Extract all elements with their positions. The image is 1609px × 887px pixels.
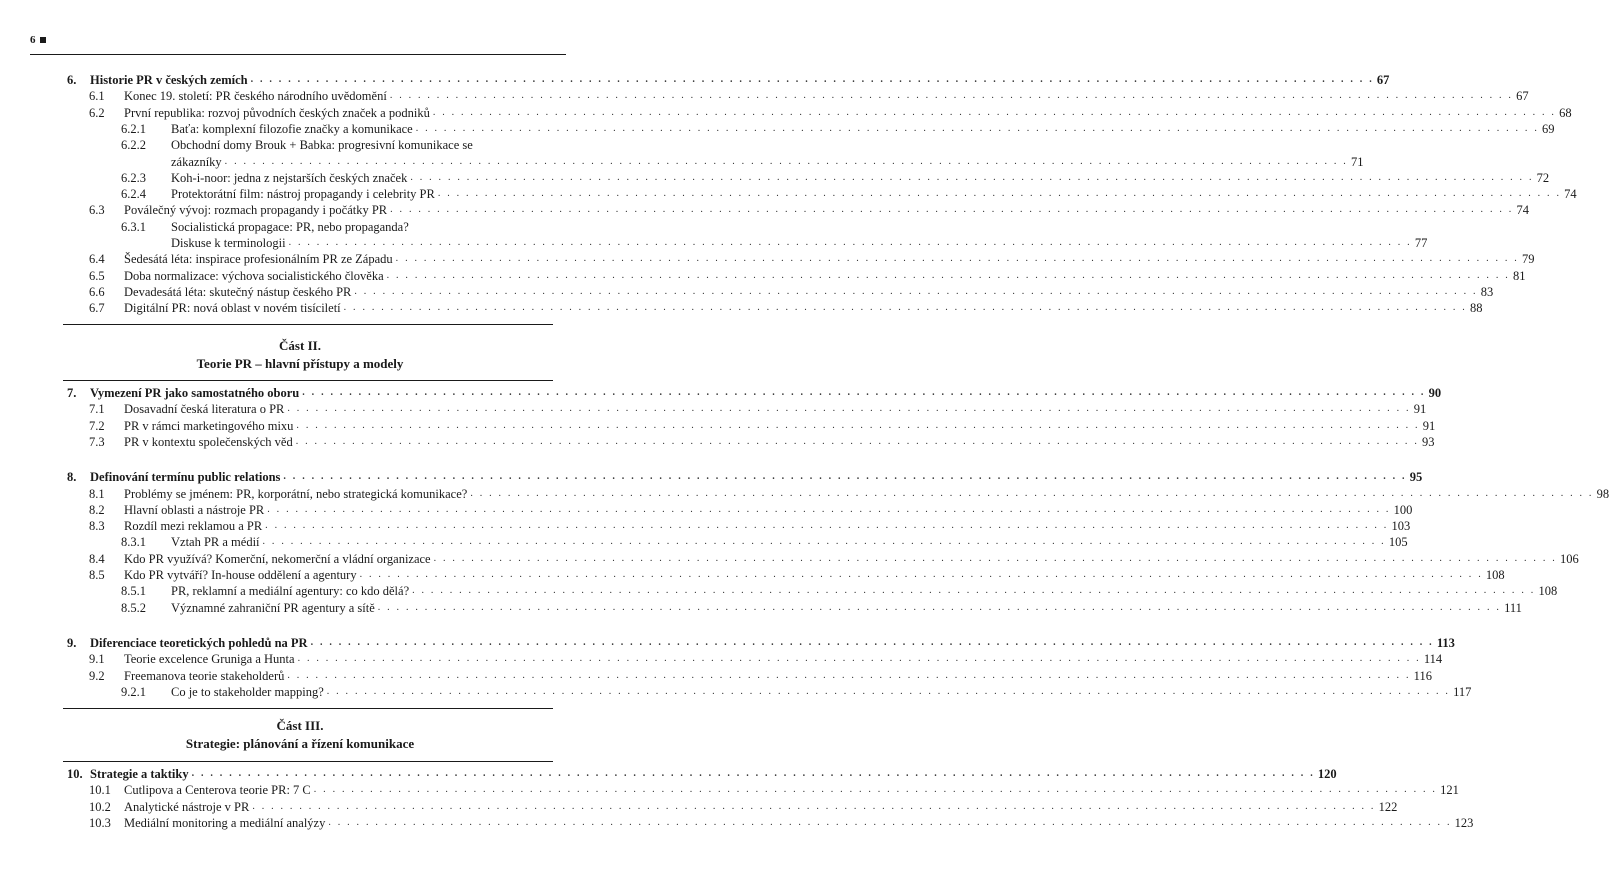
toc-entry-text: Dosavadní česká literatura o PR [124,402,285,417]
toc-number: 6.2.3 [121,170,146,185]
part-2-rule [63,324,553,325]
toc-entry[interactable] [0,154,1364,170]
toc-page-number: 77 [1414,236,1428,250]
toc-entry[interactable] [0,401,1427,417]
toc-entry[interactable] [0,88,1529,104]
toc-entry-text: Rozdíl mezi reklamou a PR [124,519,263,534]
toc-entry-text: Kdo PR využívá? Komerční, nekomerční a vládní organizace [124,551,431,566]
toc-entry-text: Digitální PR: nová oblast v novém tisíciletí [124,301,341,316]
toc-number: 10. [67,767,83,781]
toc-page-number: 91 [1413,402,1427,417]
dot-leader: . . . . . . . . . . . . . . . . . . . . . . . . . . . . . . . . . . . . . . . . . . . . . . . . . . . . . . . . . . . . . . . . . . . . . . . . . . . . . . . . . . . . . . . . . . . . . . . . . . . . . . . . . . . . . . . . . . . . . . . . [224,155,1348,167]
toc-number: 6.2.1 [121,121,146,136]
dot-leader: . . . . . . . . . . . . . . . . . . . . . . . . . . . . . . . . . . . . . . . . . . . . . . . . . . . . . . . . . . . . . . . . . . . . . . . . . . . . . . . . . . . . . . . . . . . . . . . . . . . . . . . . . . . . . . . . . . . . . . . . [389,90,1514,102]
toc-page-number: 100 [1393,502,1413,517]
toc-number: 9.2 [89,668,105,683]
toc-number: 8.5.2 [121,600,146,615]
dot-leader: . . . . . . . . . . . . . . . . . . . . . . . . . . . . . . . . . . . . . . . . . . . . . . . . . . . . . . . . . . . . . . . . . . . . . . . . . . . . . . . . . . . . . . . . . . . . . . . . . . . . . . . . . . . . . . . . . . . . . . . . [386,269,1510,281]
dot-leader: . . . . . . . . . . . . . . . . . . . . . . . . . . . . . . . . . . . . . . . . . . . . . . . . . . . . . . . . . . . . . . . . . . . . . . . . . . . . . . . . . . . . . . . . . . . . . . . . . . . . . . . . . . . . . . . . . . . . . . . . [296,419,1420,431]
toc-entry-text: Hlavní oblasti a nástroje PR [124,502,265,517]
toc-number: 6.2.4 [121,187,146,202]
toc-page-number: 90 [1428,386,1442,400]
toc-page-number: 74 [1516,203,1529,218]
toc-page-number: 113 [1436,635,1455,650]
dot-leader: . . . . . . . . . . . . . . . . . . . . . . . . . . . . . . . . . . . . . . . . . . . . . . . . . . . . . . . . . . . . . . . . . . . . . . . . . . . . . . . . . . . . . . . . . . . . . . . . . . . . . . . . . . . . . . . . . . . . . . . . [390,204,1514,216]
toc-entry-text: Významné zahraniční PR agentury a sítě [171,600,375,615]
part-2-title: Teorie PR – hlavní přístupy a modely [196,356,404,371]
toc-page-number: 108 [1538,584,1558,599]
toc-entry[interactable] [0,534,1408,550]
toc-entry-text: Konec 19. století: PR českého národního uvědomění [124,89,387,104]
toc-page-number: 72 [1536,170,1550,185]
dot-leader: . . . . . . . . . . . . . . . . . . . . . . . . . . . . . . . . . . . . . . . . . . . . . . . . . . . . . . . . . . . . . . . . . . . . . . . . . . . . . . . . . . . . . . . . . . . . . . . . . . . . . . . . . . . . . . . . . . . . . . . . [262,536,1386,548]
dot-leader: . . . . . . . . . . . . . . . . . . . . . . . . . . . . . . . . . . . . . . . . . . . . . . . . . . . . . . . . . . . . . . . . . . . . . . . . . . . . . . . . . . . . . . . . . . . . . . . . . . . . . . . . . . . . . . . . . . . . . . . . [328,816,1452,828]
toc-page-number: 103 [1391,519,1411,534]
toc-page-number: 108 [1485,568,1505,582]
dot-leader: . . . . . . . . . . . . . . . . . . . . . . . . . . . . . . . . . . . . . . . . . . . . . . . . . . . . . . . . . . . . . . . . . . . . . . . . . . . . . . . . . . . . . . . . . . . . . . . . . . . . . . . . . . . . . . . . . . . . . . . . [265,520,1389,532]
toc-page-number: 79 [1521,252,1535,267]
toc-number: 6.4 [89,252,105,267]
toc-entry[interactable] [0,799,1398,815]
toc-number: 6.2 [89,105,105,120]
toc-page-number: 106 [1559,551,1579,566]
toc-entry-text: Teorie excelence Gruniga a Hunta [124,652,295,667]
toc-entry-text: Devadesátá léta: skutečný nástup českého PR [124,284,352,299]
toc-number: 9. [67,635,77,650]
page-header [30,34,46,46]
dot-leader: . . . . . . . . . . . . . . . . . . . . . . . . . . . . . . . . . . . . . . . . . . . . . . . . . . . . . . . . . . . . . . . . . . . . . . . . . . . . . . . . . . . . . . . . . . . . . . . . . . . . . . . . . . . . . . . . . . . . . . . . [377,601,1502,613]
dot-leader: . . . . . . . . . . . . . . . . . . . . . . . . . . . . . . . . . . . . . . . . . . . . . . . . . . . . . . . . . . . . . . . . . . . . . . . . . . . . . . . . . . . . . . . . . . . . . . . . . . . . . . . . . . . . . . . . . . . . . . . . [343,302,1467,314]
toc-page-number: 83 [1480,284,1494,299]
dot-leader: . . . . . . . . . . . . . . . . . . . . . . . . . . . . . . . . . . . . . . . . . . . . . . . . . . . . . . . . . . . . . . . . . . . . . . . . . . . . . . . . . . . . . . . . . . . . . . . . . . . . . . . . . . . . . . . . . . . . . . . . [287,669,1411,681]
toc-entry[interactable] [0,600,1522,616]
toc-entry[interactable] [0,635,1455,651]
part-3-label: Část III. [276,718,324,733]
toc-page-number: 81 [1512,268,1526,283]
toc-number: 8.2 [89,502,105,517]
toc-entry[interactable] [0,434,1435,450]
dot-leader: . . . . . . . . . . . . . . . . . . . . . . . . . . . . . . . . . . . . . . . . . . . . . . . . . . . . . . . . . . . . . . . . . . . . . . . . . . . . . . . . . . . . . . . . . . . . . . . . . . . . . . . . . . . . . . . . . . . . . . . . [313,784,1438,796]
toc-entry-text: Co je to stakeholder mapping? [171,684,324,699]
dot-leader: . . . . . . . . . . . . . . . . . . . . . . . . . . . . . . . . . . . . . . . . . . . . . . . . . . . . . . . . . . . . . . . . . . . . . . . . . . . . . . . . . . . . . . . . . . . . . . . . . . . . . . . . . . . . . . . . . . . . . . . . [326,685,1451,697]
dot-leader: . . . . . . . . . . . . . . . . . . . . . . . . . . . . . . . . . . . . . . . . . . . . . . . . . . . . . . . . . . . . . . . . . . . . . . . . . . . . . . . . . . . . . . . . . . . . . . . . . . . . . . . . . . . . . . . . . . . . . . . . [410,171,1534,183]
dot-leader: . . . . . . . . . . . . . . . . . . . . . . . . . . . . . . . . . . . . . . . . . . . . . . . . . . . . . . . . . . . . . . . . . . . . . . . . . . . . . . . . . . . . . . . . . . . . . . . . . . . . . . . . . . . . . . . . . . . . . . . . [191,768,1315,779]
toc-number: 6.7 [89,301,105,316]
toc-entry[interactable] [0,684,1472,700]
toc-number: 7.3 [89,434,105,449]
toc-number: 6.2.2 [121,138,146,153]
toc-number: 9.2.1 [121,684,146,699]
toc-number: 6.6 [89,284,105,299]
toc-entry-text: Freemanova teorie stakeholderů [124,668,285,683]
part-3-rule-bottom [63,761,553,762]
toc-number: 6.3 [89,203,105,218]
toc-entry-text: Analytické nástroje v PR [124,799,250,814]
toc-entry[interactable] [0,486,1609,502]
toc-number: 8.4 [89,551,105,566]
toc-entry-text: Šedesátá léta: inspirace profesionálním PR ze Západu [124,252,393,267]
toc-number: 6.3.1 [121,219,146,234]
toc-number: 8.3.1 [121,535,146,550]
toc-page-number: 105 [1388,535,1408,550]
dot-leader: . . . . . . . . . . . . . . . . . . . . . . . . . . . . . . . . . . . . . . . . . . . . . . . . . . . . . . . . . . . . . . . . . . . . . . . . . . . . . . . . . . . . . . . . . . . . . . . . . . . . . . . . . . . . . . . . . . . . . . . . [432,106,1557,118]
toc-page-number: 123 [1454,815,1474,830]
toc-entry[interactable] [0,567,1505,583]
square-marker-icon [40,37,46,43]
dot-leader: . . . . . . . . . . . . . . . . . . . . . . . . . . . . . . . . . . . . . . . . . . . . . . . . . . . . . . . . . . . . . . . . . . . . . . . . . . . . . . . . . . . . . . . . . . . . . . . . . . . . . . . . . . . . . . . . . . . . . . . . [302,387,1426,398]
toc-entry-text: Diferenciace teoretických pohledů na PR [90,635,308,650]
dot-leader: . . . . . . . . . . . . . . . . . . . . . . . . . . . . . . . . . . . . . . . . . . . . . . . . . . . . . . . . . . . . . . . . . . . . . . . . . . . . . . . . . . . . . . . . . . . . . . . . . . . . . . . . . . . . . . . . . . . . . . . . [250,74,1374,85]
toc-entry-text: Vymezení PR jako samostatného oboru [90,386,300,400]
toc-page-number: 93 [1422,434,1435,449]
toc-entry[interactable] [0,815,1474,831]
toc-entry[interactable] [0,651,1443,667]
dot-leader: . . . . . . . . . . . . . . . . . . . . . . . . . . . . . . . . . . . . . . . . . . . . . . . . . . . . . . . . . . . . . . . . . . . . . . . . . . . . . . . . . . . . . . . . . . . . . . . . . . . . . . . . . . . . . . . . . . . . . . . . [437,188,1562,200]
toc-number: 8.5.1 [121,584,146,599]
toc-entry[interactable] [0,186,1577,202]
toc-number: 8.1 [89,486,105,501]
dot-leader: . . . . . . . . . . . . . . . . . . . . . . . . . . . . . . . . . . . . . . . . . . . . . . . . . . . . . . . . . . . . . . . . . . . . . . . . . . . . . . . . . . . . . . . . . . . . . . . . . . . . . . . . . . . . . . . . . . . . . . . . [470,487,1594,499]
toc-page-number: 114 [1423,652,1443,667]
toc-page-number: 121 [1440,783,1459,798]
toc-entry-text: PR v kontextu společenských věd [124,434,293,449]
toc-entry[interactable] [0,170,1550,186]
toc-entry-text: Obchodní domy Brouk + Babka: progresivní komunikace se [171,138,473,153]
toc-entry[interactable] [0,469,1423,485]
toc-entry[interactable] [0,418,1436,434]
toc-entry[interactable] [0,105,1572,121]
toc-entry[interactable] [0,235,1428,251]
toc-page-number: 88 [1469,301,1483,316]
toc-number: 9.1 [89,652,105,667]
dot-leader: . . . . . . . . . . . . . . . . . . . . . . . . . . . . . . . . . . . . . . . . . . . . . . . . . . . . . . . . . . . . . . . . . . . . . . . . . . . . . . . . . . . . . . . . . . . . . . . . . . . . . . . . . . . . . . . . . . . . . . . . [359,569,1483,580]
toc-number: 6. [67,73,77,87]
toc-number: 7.1 [89,402,105,417]
part-2-label: Část II. [279,338,321,353]
dot-leader: . . . . . . . . . . . . . . . . . . . . . . . . . . . . . . . . . . . . . . . . . . . . . . . . . . . . . . . . . . . . . . . . . . . . . . . . . . . . . . . . . . . . . . . . . . . . . . . . . . . . . . . . . . . . . . . . . . . . . . . . [433,552,1557,564]
page-number: 6 [30,34,36,46]
part-3-rule [63,708,553,709]
toc-page-number: 111 [1504,600,1522,615]
toc-entry[interactable] [0,268,1526,284]
toc-entry-text: Strategie a taktiky [90,767,189,781]
part-2-rule-bottom [63,380,553,381]
toc-entry-text-cont: zákazníky [171,154,222,169]
toc-entry[interactable] [0,121,1555,137]
dot-leader: . . . . . . . . . . . . . . . . . . . . . . . . . . . . . . . . . . . . . . . . . . . . . . . . . . . . . . . . . . . . . . . . . . . . . . . . . . . . . . . . . . . . . . . . . . . . . . . . . . . . . . . . . . . . . . . . . . . . . . . . [288,237,1412,248]
toc-entry-text: Doba normalizace: výchova socialistického člověka [124,268,384,283]
toc-entry[interactable] [0,583,1558,599]
header-rule [30,54,566,55]
toc-entry[interactable] [0,385,1442,401]
toc-entry-text: Baťa: komplexní filozofie značky a komunikace [171,121,413,136]
toc-page-number: 117 [1453,684,1472,699]
toc-entry[interactable] [0,202,1529,218]
toc-entry-text: Vztah PR a médií [171,535,260,550]
toc-number: 10.2 [89,799,111,814]
toc-number: 8.3 [89,519,105,534]
toc-number: 8. [67,470,77,485]
toc-page-number: 91 [1422,418,1436,433]
toc-entry-text: Socialistická propagace: PR, nebo propaganda? [171,219,409,234]
toc-entry[interactable] [0,251,1535,267]
toc-page-number: 95 [1409,470,1423,485]
toc-entry-text: Koh-i-noor: jedna z nejstarších českých značek [171,170,408,185]
toc-number: 6.5 [89,268,105,283]
toc-entry[interactable] [0,284,1494,300]
toc-page-number: 68 [1559,105,1572,120]
toc-entry-text: Problémy se jménem: PR, korporátní, nebo strategická komunikace? [124,486,468,501]
dot-leader: . . . . . . . . . . . . . . . . . . . . . . . . . . . . . . . . . . . . . . . . . . . . . . . . . . . . . . . . . . . . . . . . . . . . . . . . . . . . . . . . . . . . . . . . . . . . . . . . . . . . . . . . . . . . . . . . . . . . . . . . [412,585,1536,597]
toc-entry[interactable] [0,300,1483,316]
toc-entry[interactable] [0,766,1337,782]
toc-page-number: 67 [1376,73,1390,87]
toc-entry-text: PR, reklamní a mediální agentury: co kdo dělá? [171,584,410,599]
dot-leader: . . . . . . . . . . . . . . . . . . . . . . . . . . . . . . . . . . . . . . . . . . . . . . . . . . . . . . . . . . . . . . . . . . . . . . . . . . . . . . . . . . . . . . . . . . . . . . . . . . . . . . . . . . . . . . . . . . . . . . . . [354,285,1478,297]
part-3-title: Strategie: plánování a řízení komunikace [185,736,415,751]
toc-entry[interactable] [0,518,1411,534]
dot-leader: . . . . . . . . . . . . . . . . . . . . . . . . . . . . . . . . . . . . . . . . . . . . . . . . . . . . . . . . . . . . . . . . . . . . . . . . . . . . . . . . . . . . . . . . . . . . . . . . . . . . . . . . . . . . . . . . . . . . . . . . [297,653,1421,665]
toc-entry-text: Definování termínu public relations [90,470,281,485]
toc-entry[interactable] [0,502,1413,518]
toc-entry[interactable] [0,668,1432,684]
toc-number: 7. [67,386,77,400]
toc-page-number: 69 [1542,121,1555,136]
toc-number: 8.5 [89,568,105,582]
toc-entry-text: Protektorátní film: nástroj propagandy i celebrity PR [171,187,435,202]
dot-leader: . . . . . . . . . . . . . . . . . . . . . . . . . . . . . . . . . . . . . . . . . . . . . . . . . . . . . . . . . . . . . . . . . . . . . . . . . . . . . . . . . . . . . . . . . . . . . . . . . . . . . . . . . . . . . . . . . . . . . . . . [267,503,1391,515]
toc-entry[interactable] [0,72,1390,88]
dot-leader: . . . . . . . . . . . . . . . . . . . . . . . . . . . . . . . . . . . . . . . . . . . . . . . . . . . . . . . . . . . . . . . . . . . . . . . . . . . . . . . . . . . . . . . . . . . . . . . . . . . . . . . . . . . . . . . . . . . . . . . . [395,253,1519,265]
toc-page-number: 120 [1317,767,1337,781]
dot-leader: . . . . . . . . . . . . . . . . . . . . . . . . . . . . . . . . . . . . . . . . . . . . . . . . . . . . . . . . . . . . . . . . . . . . . . . . . . . . . . . . . . . . . . . . . . . . . . . . . . . . . . . . . . . . . . . . . . . . . . . . [287,403,1411,415]
toc-entry-text: Mediální monitoring a mediální analýzy [124,815,326,830]
toc-entry-text: Historie PR v českých zemích [90,73,248,87]
toc-page-number: 71 [1350,154,1364,169]
toc-entry[interactable] [0,782,1459,798]
toc-number: 6.1 [89,89,105,104]
toc-page-number: 98 [1596,486,1609,501]
dot-leader: . . . . . . . . . . . . . . . . . . . . . . . . . . . . . . . . . . . . . . . . . . . . . . . . . . . . . . . . . . . . . . . . . . . . . . . . . . . . . . . . . . . . . . . . . . . . . . . . . . . . . . . . . . . . . . . . . . . . . . . . [295,435,1420,447]
toc-number: 7.2 [89,418,105,433]
dot-leader: . . . . . . . . . . . . . . . . . . . . . . . . . . . . . . . . . . . . . . . . . . . . . . . . . . . . . . . . . . . . . . . . . . . . . . . . . . . . . . . . . . . . . . . . . . . . . . . . . . . . . . . . . . . . . . . . . . . . . . . . [310,636,1434,648]
toc-entry-text: Cutlipova a Centerova teorie PR: 7 C [124,783,311,798]
toc-number: 10.3 [89,815,111,830]
toc-entry-text: Kdo PR vytváří? In-house oddělení a agentury [124,568,357,582]
toc-entry-text: PR v rámci marketingového mixu [124,418,294,433]
toc-entry-text: Poválečný vývoj: rozmach propagandy i počátky PR [124,203,388,218]
dot-leader: . . . . . . . . . . . . . . . . . . . . . . . . . . . . . . . . . . . . . . . . . . . . . . . . . . . . . . . . . . . . . . . . . . . . . . . . . . . . . . . . . . . . . . . . . . . . . . . . . . . . . . . . . . . . . . . . . . . . . . . . [283,471,1407,483]
toc-page-number: 74 [1564,187,1577,202]
toc-entry-text-cont: Diskuse k terminologii [171,236,286,250]
toc-entry[interactable] [0,551,1579,567]
toc-number: 10.1 [89,783,111,798]
toc-entry-text: První republika: rozvoj původních českých značek a podniků [124,105,430,120]
toc-page-number: 116 [1413,668,1432,683]
dot-leader: . . . . . . . . . . . . . . . . . . . . . . . . . . . . . . . . . . . . . . . . . . . . . . . . . . . . . . . . . . . . . . . . . . . . . . . . . . . . . . . . . . . . . . . . . . . . . . . . . . . . . . . . . . . . . . . . . . . . . . . . [252,800,1376,812]
toc-page-number: 122 [1378,799,1398,814]
dot-leader: . . . . . . . . . . . . . . . . . . . . . . . . . . . . . . . . . . . . . . . . . . . . . . . . . . . . . . . . . . . . . . . . . . . . . . . . . . . . . . . . . . . . . . . . . . . . . . . . . . . . . . . . . . . . . . . . . . . . . . . . [415,122,1540,134]
toc-page-number: 67 [1516,89,1529,104]
